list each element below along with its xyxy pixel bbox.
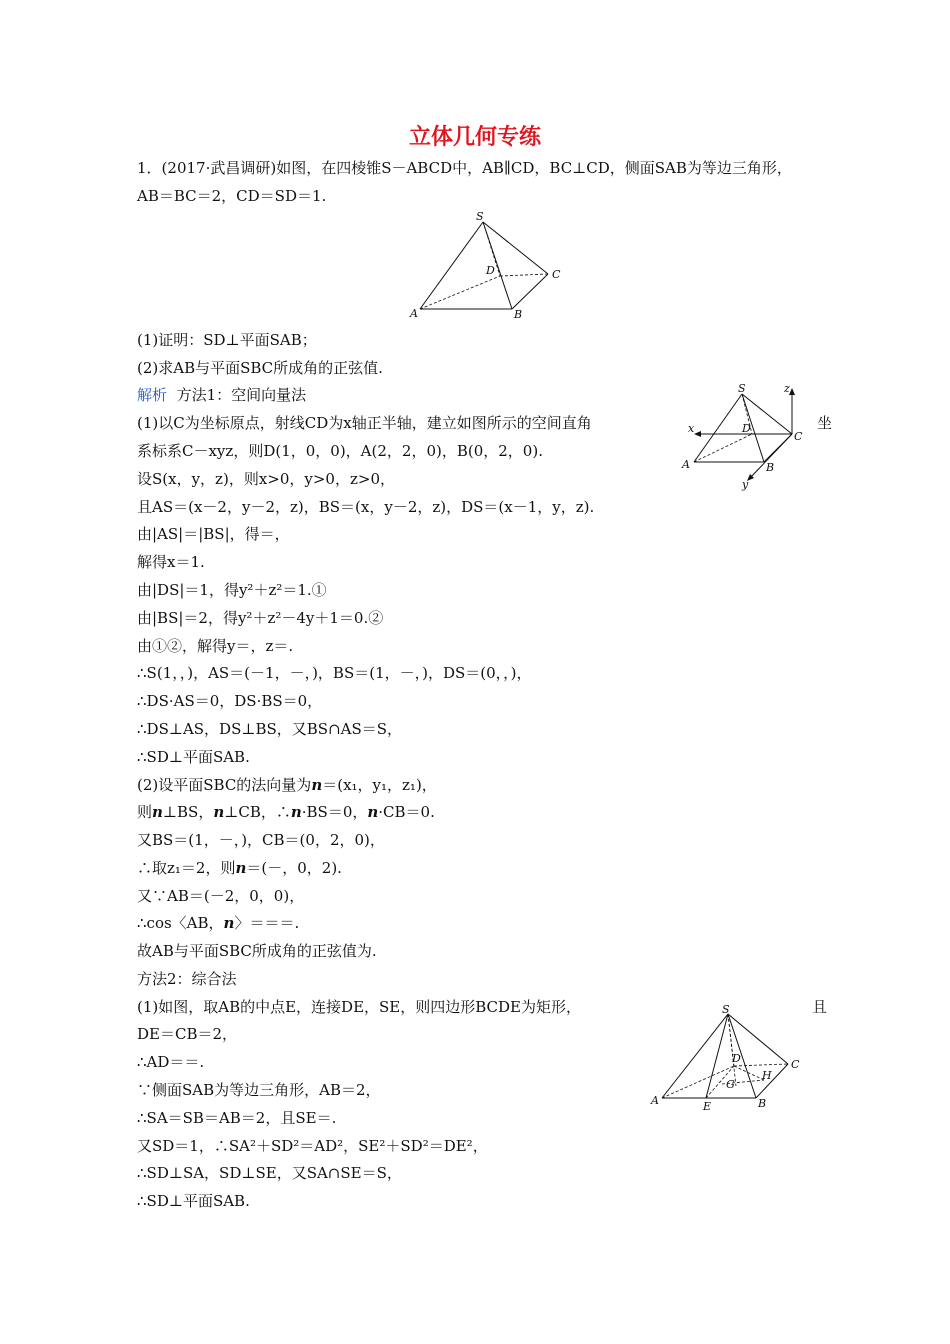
fig3-label-d: D — [732, 1052, 741, 1065]
m2-line-1: DE＝CB＝2， — [137, 1025, 238, 1043]
normal-vector-n: n — [311, 776, 323, 794]
fig1-label-s: S — [476, 210, 484, 223]
fig1-label-a: A — [410, 307, 418, 320]
m2-line-0: (1)如图，取AB的中点E，连接DE，SE，则四边形BCDE为矩形， — [137, 998, 582, 1016]
m1-line-6: 由|DS|＝1，得y²＋z²＝1.① — [137, 581, 327, 599]
m1p2-l4-post: ＝(－，0，2). — [246, 859, 342, 877]
pyramid-figure-3 — [648, 1004, 808, 1114]
m1p2-l2-a: 则 — [137, 803, 153, 821]
m1p2-line-4 — [137, 858, 342, 878]
pyramid-figure-1 — [408, 210, 568, 325]
m1p2-l2-e: ·CB＝0. — [378, 803, 435, 821]
m1p2-line-6 — [137, 913, 299, 933]
fig3-label-e: E — [703, 1100, 712, 1113]
m1-line-5: 解得x＝1. — [137, 553, 205, 571]
normal-vector-n: n — [152, 803, 163, 821]
m1-line-11: ∴DS⊥AS，DS⊥BS，又BS∩AS＝S， — [137, 720, 403, 738]
m1-side-word: 坐 — [817, 414, 833, 432]
m1-line-4: 由|AS|＝|BS|，得＝， — [137, 525, 290, 543]
m1p2-l6-post: 〉＝＝＝. — [234, 914, 300, 932]
m1p2-l1-pre: (2)设平面SBC的法向量为 — [137, 776, 312, 794]
method-1-title: 方法1：空间向量法 — [176, 386, 307, 404]
m1p2-l6-pre: ∴cos〈AB， — [137, 914, 224, 932]
m1-line-1: 系标系C－xyz，则D(1，0，0)，A(2，2，0)，B(0，2，0). — [137, 442, 543, 460]
pyramid-figure-2 — [680, 382, 810, 490]
fig3-label-c: C — [791, 1058, 800, 1071]
normal-vector-n: n — [290, 803, 302, 821]
m1-line-7: 由|BS|＝2，得y²＋z²－4y＋1＝0.② — [137, 609, 384, 627]
question-1: (1)证明：SD⊥平面SAB； — [137, 331, 317, 349]
m1p2-l1-post: ＝(x₁，y₁，z₁)， — [322, 776, 437, 794]
m1-line-8: 由①②，解得y＝，z＝. — [137, 637, 294, 655]
m1-line-2: 设S(x，y，z)，则x>0，y>0，z>0， — [137, 470, 395, 488]
fig3-label-g: G — [726, 1078, 735, 1091]
m1p2-l4-pre: ∴取z₁＝2，则 — [137, 859, 236, 877]
m2-line-6: ∴SD⊥SA，SD⊥SE，又SA∩SE＝S， — [137, 1164, 402, 1182]
fig3-label-s: S — [722, 1003, 730, 1016]
problem-line-2: AB＝BC＝2，CD＝SD＝1. — [137, 187, 327, 205]
fig3-label-b: B — [758, 1097, 767, 1110]
fig2-label-b: B — [766, 461, 775, 474]
m1-line-12: ∴SD⊥平面SAB. — [137, 748, 250, 766]
m1p2-l2-c: ⊥CB，∴ — [224, 803, 291, 821]
m2-line-3: ∵侧面SAB为等边三角形，AB＝2， — [137, 1081, 381, 1099]
m1p2-line-7: 故AB与平面SBC所成角的正弦值为. — [137, 942, 377, 960]
m2-side-word: 且 — [812, 998, 828, 1016]
fig1-label-d: D — [486, 264, 495, 277]
page-title: 立体几何专练 — [408, 125, 541, 150]
method-2-title: 方法2：综合法 — [137, 970, 237, 988]
m2-line-7: ∴SD⊥平面SAB. — [137, 1192, 250, 1210]
question-2: (2)求AB与平面SBC所成角的正弦值. — [137, 359, 383, 377]
normal-vector-n: n — [223, 914, 235, 932]
normal-vector-n: n — [235, 859, 247, 877]
normal-vector-n: n — [213, 803, 225, 821]
m1-line-9: ∴S(1，，)，AS＝(－1，－，)，BS＝(1，－，)，DS＝(0，，)， — [137, 664, 532, 682]
fig3-label-h: H — [762, 1069, 772, 1082]
fig3-label-a: A — [651, 1094, 659, 1107]
m2-line-5: 又SD＝1，∴SA²＋SD²＝AD²，SE²＋SD²＝DE²， — [137, 1137, 488, 1155]
m1-line-0: (1)以C为坐标原点，射线CD为x轴正半轴，建立如图所示的空间直角 — [137, 414, 592, 432]
m2-line-2: ∴AD＝＝. — [137, 1053, 205, 1071]
fig2-label-c: C — [794, 430, 803, 443]
method-1-heading — [137, 385, 306, 405]
m1p2-line-2 — [137, 802, 435, 822]
m1p2-l2-d: ·BS＝0， — [301, 803, 368, 821]
solution-tag: 解析 — [137, 386, 168, 404]
fig2-label-x: x — [688, 422, 695, 435]
normal-vector-n: n — [367, 803, 379, 821]
fig2-label-d: D — [742, 422, 751, 435]
m1-line-3: 且AS＝(x－2，y－2，z)，BS＝(x，y－2，z)，DS＝(x－1，y，z). — [137, 498, 595, 516]
fig2-label-s: S — [738, 382, 746, 395]
m2-line-4: ∴SA＝SB＝AB＝2，且SE＝. — [137, 1109, 337, 1127]
m1p2-line-3: 又BS＝(1，－，)，CB＝(0，2，0)， — [137, 831, 385, 849]
m1p2-line-1 — [137, 775, 437, 795]
m1-line-10: ∴DS·AS＝0，DS·BS＝0， — [137, 692, 323, 710]
m1p2-line-5: 又∵AB＝(－2，0，0)， — [137, 887, 305, 905]
fig1-label-b: B — [514, 308, 523, 321]
fig2-label-y: y — [742, 478, 749, 491]
fig2-label-z: z — [784, 382, 790, 395]
m1p2-l2-b: ⊥BS， — [162, 803, 214, 821]
fig2-label-a: A — [682, 458, 690, 471]
fig1-label-c: C — [552, 268, 561, 281]
problem-line-1: 1．(2017·武昌调研)如图，在四棱锥S－ABCD中，AB∥CD，BC⊥CD，侧面SAB为等边三角形， — [137, 159, 792, 177]
